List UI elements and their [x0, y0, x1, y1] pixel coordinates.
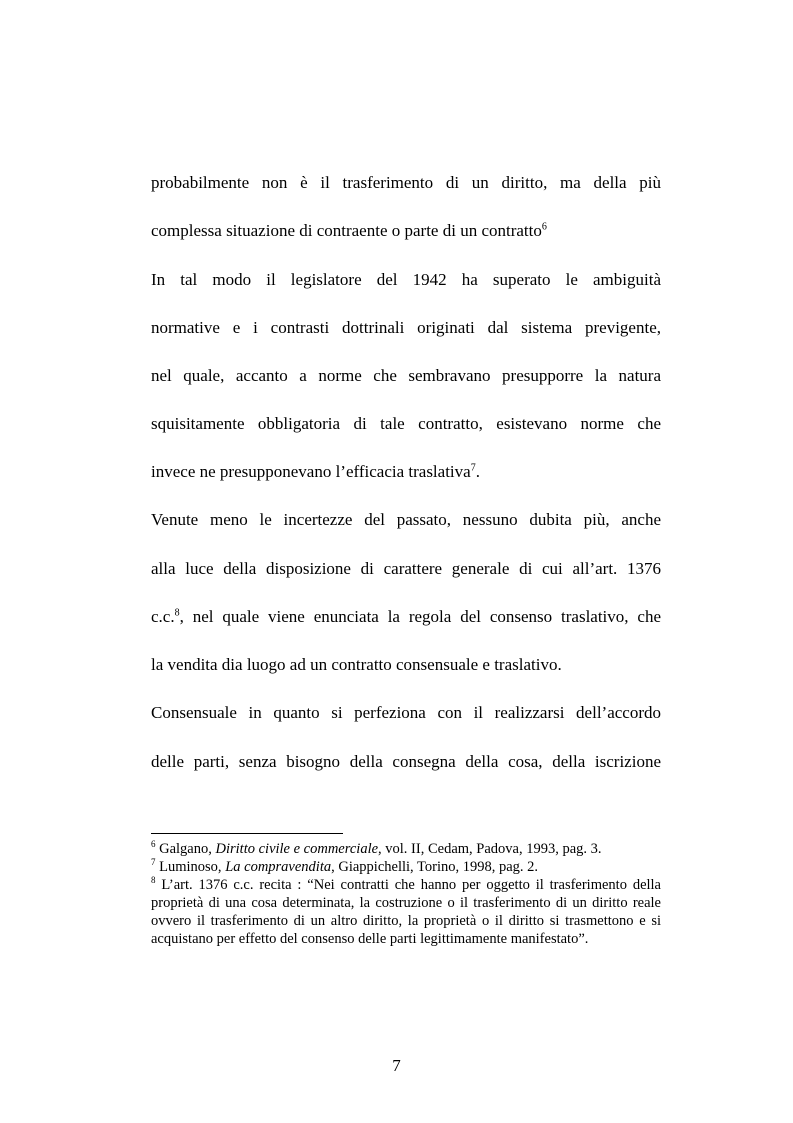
footnote-ref: 6 [541, 221, 547, 233]
body-line [151, 510, 661, 530]
page-number: 7 [392, 1056, 401, 1075]
footnote-text: Luminoso, [155, 859, 226, 875]
body-line-text-after: . [475, 462, 480, 481]
footnote-number: 6 [151, 839, 156, 850]
footnote-number: 7 [151, 857, 156, 868]
body-line-text: Consensuale in quanto si perfeziona con il realizzarsi dell’accordo [151, 703, 661, 722]
body-line [151, 221, 661, 241]
body-line-text: invece ne presupponevano l’efficacia traslativa [151, 462, 471, 481]
body-line [151, 559, 661, 579]
body-line [151, 752, 661, 772]
body-line [151, 655, 661, 675]
body-line-text: complessa situazione di contraente o parte di un contratto [151, 221, 542, 240]
body-line [151, 607, 661, 627]
body-line [151, 318, 661, 338]
body-line [151, 462, 661, 482]
body-line-text: probabilmente non è il trasferimento di un diritto, ma della più [151, 173, 661, 192]
footnote-text-after: , vol. II, Cedam, Padova, 1993, pag. 3. [378, 841, 602, 857]
body-line [151, 270, 661, 290]
body-line-text: nel quale, accanto a norme che sembravano presupporre la natura [151, 366, 661, 385]
body-line [151, 703, 661, 723]
body-line-text: In tal modo il legislatore del 1942 ha superato le ambiguità [151, 270, 661, 289]
footnote-text: L’art. 1376 c.c. recita : “Nei contratti che hanno per oggetto il trasferimento della proprietà di una cosa determinata, la costruzione o il trasferimento di un diritto reale ovvero il trasferimento di un altro diritto, la proprietà o il diritto si trasmettono e si acquistano per effetto del consenso delle parti legittimamente manifestato”. [151, 877, 661, 947]
footnote-text-after: , Giappichelli, Torino, 1998, pag. 2. [331, 859, 539, 875]
body-line-text: la vendita dia luogo ad un contratto consensuale e traslativo. [151, 655, 562, 674]
body-line-text: alla luce della disposizione di carattere generale di cui all’art. 1376 [151, 559, 661, 578]
body-line-text: c.c. [151, 607, 175, 626]
body-line-text: normative e i contrasti dottrinali originati dal sistema previgente, [151, 318, 661, 337]
footnote-title: La compravendita [225, 859, 332, 875]
footnote-number: 8 [151, 875, 156, 886]
body-line-text: squisitamente obbligatoria di tale contratto, esistevano norme che [151, 414, 661, 433]
footnote-separator [151, 833, 343, 834]
footnotes [151, 840, 661, 948]
body-line-text: Venute meno le incertezze del passato, nessuno dubita più, anche [151, 510, 661, 529]
footnote-title: Diritto civile e commerciale [215, 841, 379, 857]
footnote-text: Galgano, [155, 841, 216, 857]
footnote-ref: 7 [470, 462, 476, 474]
body-line [151, 173, 661, 193]
footnote-ref: 8 [174, 607, 180, 619]
footnote-8 [151, 876, 661, 948]
body-line [151, 414, 661, 434]
body-line-text: delle parti, senza bisogno della consegna della cosa, della iscrizione [151, 752, 661, 771]
body-line-text-after: , nel quale viene enunciata la regola del consenso traslativo, che [179, 607, 661, 626]
footnote-6 [151, 840, 661, 858]
body-line [151, 366, 661, 386]
footnote-7 [151, 858, 661, 876]
